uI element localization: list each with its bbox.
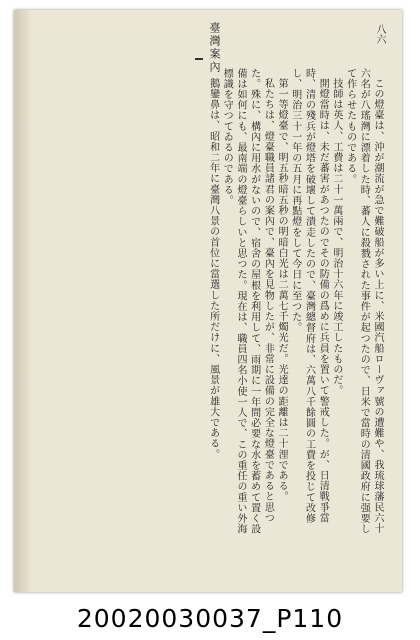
page-gutter-shadow xyxy=(14,10,32,592)
image-id-caption: 20020030037_P110 xyxy=(76,604,344,633)
paragraph: 鵝鑾鼻は、昭和二年に臺灣八景の首位に當選した所だけに、風景が雄大である。 xyxy=(207,78,219,460)
book-page xyxy=(14,10,402,592)
paragraph: 私たちは、燈臺職員諸君の案內で、臺內を見物したが、非常に設備の完全な燈臺であると思つた。殊に、構內に用水がないので、宿舍の屋根を利用して、雨期に一年間必要な水を蓄めて置く設備は如何にも、最南端の燈臺らしいと思つた。現在は、職員四名小使一人で、この重任の重い外海標識を守つてゐるのである。 xyxy=(221,68,274,535)
paragraph: 技師は英人、工費は二十一萬兩で、明治十六年に竣工したものだ。 xyxy=(330,78,342,396)
paragraph: 開燈當時は、未だ蕃害があつたのでその防備の爲めに兵員を置いて警戒した。が、日清戰爭當時、清の殘兵が燈塔を破壞して潰走したので、臺灣總督府は、六萬八千餘圓の工費を投じて改修し、明治三十一年の五月に再點燈をして今日に至つた。 xyxy=(289,68,329,524)
body-text xyxy=(74,68,384,538)
paragraph: 第一等燈臺で、明五秒暗五秒の明暗白光は二萬七千燭光だ。光達の距離は二十浬である。 xyxy=(276,78,288,502)
paragraph: この燈臺は、沖が潮流が急で難破船が多い上に、米國汽船ローヴァ號の遭難や、我琉球藩民六十六名が八瑤灣に漂着した時、蕃人に殺戮された事件が起つたので、日米で當時の清國政府に强要して作らせたものである。 xyxy=(344,68,383,535)
running-head: 臺灣案內 xyxy=(208,22,221,74)
page-number: 八六 xyxy=(374,24,385,44)
section-mark xyxy=(195,58,203,60)
caption-area xyxy=(0,600,420,640)
